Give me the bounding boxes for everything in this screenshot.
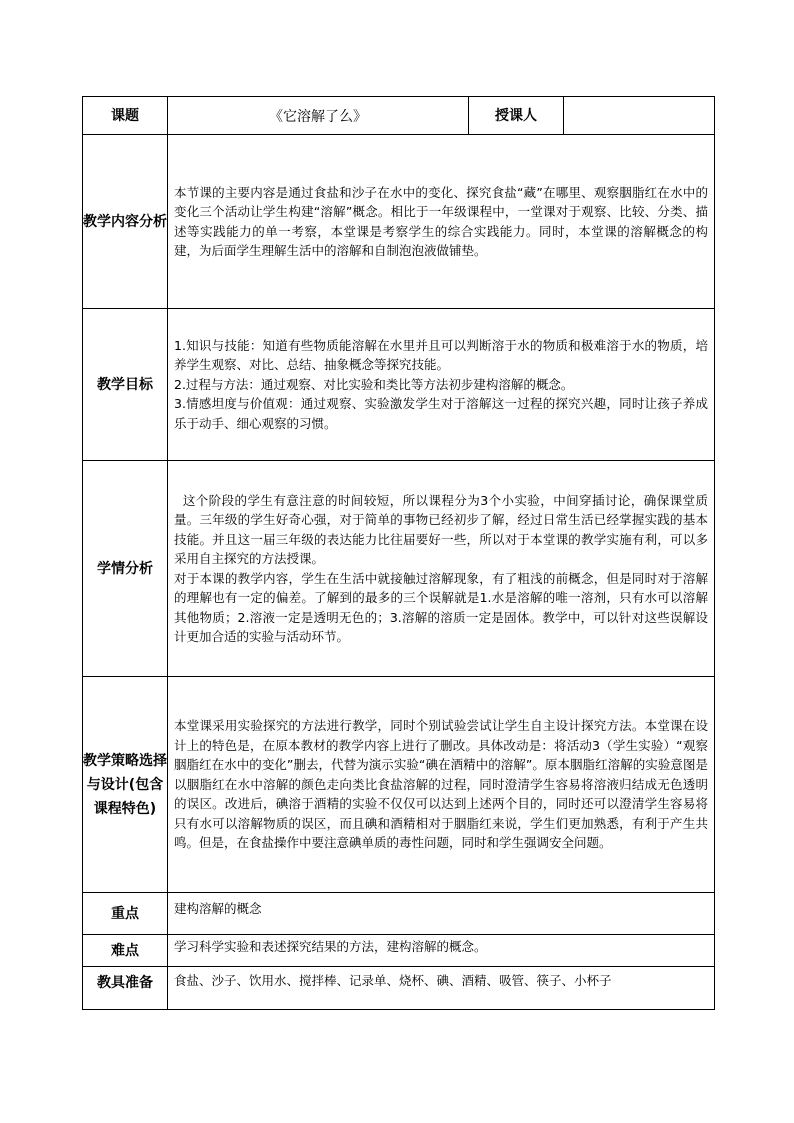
difficulty-row [83,935,715,967]
materials-row [83,967,715,1010]
objective-item-1: 1.知识与技能：知道有些物质能溶解在水里并且可以判断溶于水的物质和极难溶于水的物质，培养学生观察、对比、总结、抽象概念等探究技能。 [174,337,708,373]
topic-label: 课题 [83,97,168,135]
topic-value: 《它溶解了么》 [168,97,469,135]
difficulty-label: 难点 [83,935,168,967]
lesson-plan-table [82,96,715,1010]
key-point-label: 重点 [83,893,168,935]
student-analysis-paragraph-2: 对于本课的教学内容，学生在生活中就接触过溶解现象，有了粗浅的前概念，但是同时对于溶解的理解也有一定的偏差。了解到的最多的三个误解就是1.水是溶解的唯一溶剂，只有水可以溶解其他物质；2.溶液一定是透明无色的；3.溶解的溶质一定是固体。教学中，可以针对这些误解设计更加合适的实验与活动环节。 [174,570,708,644]
objectives-cell [168,309,715,461]
teacher-label: 授课人 [469,97,564,135]
student-analysis-row [83,461,715,677]
objectives-label: 教学目标 [83,309,168,461]
student-analysis-cell [168,461,715,677]
materials-label: 教具准备 [83,967,168,1010]
difficulty-text: 学习科学实验和表述探究结果的方法，建构溶解的概念。 [168,935,715,967]
content-analysis-row [83,135,715,309]
student-analysis-label: 学情分析 [83,461,168,677]
objective-item-2: 2.过程与方法：通过观察、对比实验和类比等方法初步建构溶解的概念。 [174,376,574,392]
key-point-text: 建构溶解的概念 [168,893,715,935]
teacher-value [564,97,715,135]
materials-text: 食盐、沙子、饮用水、搅拌棒、记录单、烧杯、碘、酒精、吸管、筷子、小杯子 [168,967,715,1010]
student-analysis-paragraph-1: 这个阶段的学生有意注意的时间较短，所以课程分为3个小实验，中间穿插讨论，确保课堂质量。三年级的学生好奇心强，对于简单的事物已经初步了解，经过日常生活已经掌握实践的基本技能。并且这一届三年级的表达能力比往届要好一些，所以对于本堂课的教学实施有利，可以多采用自主探究的方法授课。 [174,492,708,566]
content-analysis-text: 本节课的主要内容是通过食盐和沙子在水中的变化、探究食盐“藏”在哪里、观察胭脂红在水中的变化三个活动让学生构建“溶解”概念。相比于一年级课程中，一堂课对于观察、比较、分类、描述等实践能力的单一考察，本堂课是考察学生的综合实践能力。同时，本堂课的溶解概念的构建，为后面学生理解生活中的溶解和自制泡泡液做铺垫。 [168,135,715,309]
header-row [83,97,715,135]
key-point-row [83,893,715,935]
strategy-row [83,677,715,893]
strategy-label: 教学策略选择与设计(包含课程特色) [83,677,168,893]
strategy-text: 本堂课采用实验探究的方法进行教学，同时个别试验尝试让学生自主设计探究方法。本堂课在设计上的特色是，在原本教材的教学内容上进行了删改。具体改动是：将活动3（学生实验）“观察胭脂红在水中的变化”删去，代替为演示实验“碘在酒精中的溶解”。原本胭脂红溶解的实验意图是以胭脂红在水中溶解的颜色走向类比食盐溶解的过程，同时澄清学生容易将溶液归结成无色透明的误区。改进后，碘溶于酒精的实验不仅仅可以达到上述两个目的，同时还可以澄清学生容易将只有水可以溶解物质的误区，而且碘和酒精相对于胭脂红来说，学生们更加熟悉，有利于产生共鸣。但是，在食盐操作中要注意碘单质的毒性问题，同时和学生强调安全问题。 [168,677,715,893]
objective-item-3: 3.情感坦度与价值观：通过观察、实验激发学生对于溶解这一过程的探究兴趣，同时让孩子养成乐于动手、细心观察的习惯。 [174,396,708,431]
objectives-row [83,309,715,461]
content-analysis-label: 教学内容分析 [83,135,168,309]
